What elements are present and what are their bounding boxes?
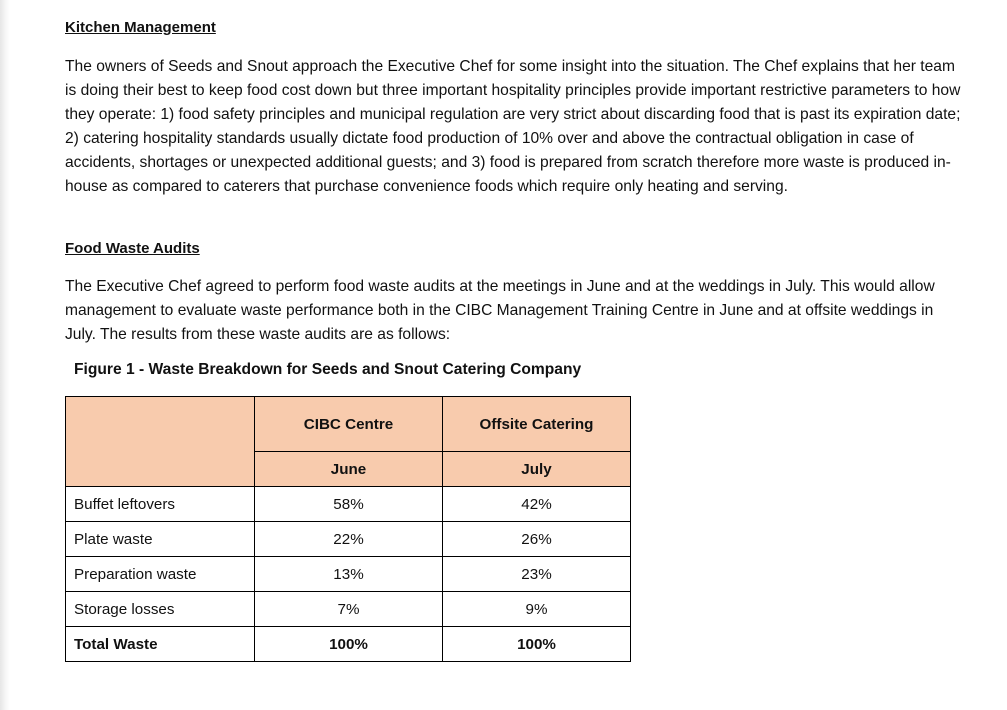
table-row: [66, 522, 631, 557]
food-waste-audits-heading: Food Waste Audits: [65, 240, 200, 257]
column-header-offsite-catering: Offsite Catering: [443, 397, 631, 452]
figure-caption: Figure 1 - Waste Breakdown for Seeds and Snout Catering Company: [74, 361, 582, 378]
page-edge-shadow: [0, 0, 10, 710]
waste-breakdown-table: [65, 396, 631, 662]
cell-value: 23%: [443, 557, 631, 592]
table-row: [66, 557, 631, 592]
kitchen-management-heading: Kitchen Management: [65, 19, 216, 36]
cell-value: 22%: [255, 522, 443, 557]
cell-value: 42%: [443, 487, 631, 522]
column-header-cibc-centre: CIBC Centre: [255, 397, 443, 452]
month-header-june: June: [255, 452, 443, 487]
cell-value: 13%: [255, 557, 443, 592]
row-label: Plate waste: [66, 522, 255, 557]
cell-value: 58%: [255, 487, 443, 522]
total-value: 100%: [255, 627, 443, 662]
cell-value: 7%: [255, 592, 443, 627]
table-row: [66, 592, 631, 627]
cell-value: 9%: [443, 592, 631, 627]
row-label: Preparation waste: [66, 557, 255, 592]
total-value: 100%: [443, 627, 631, 662]
empty-header-cell: [66, 397, 255, 487]
table-row: [66, 487, 631, 522]
food-waste-audits-paragraph: The Executive Chef agreed to perform food waste audits at the meetings in June and at the weddings in July. This would allow management to evaluate waste performance both in the CIBC Management Training Centre in June and at offsite weddings in July. The results from these waste audits are as follows:: [65, 278, 935, 343]
month-header-july: July: [443, 452, 631, 487]
total-label: Total Waste: [66, 627, 255, 662]
cell-value: 26%: [443, 522, 631, 557]
row-label: Storage losses: [66, 592, 255, 627]
table-header-row: [66, 397, 631, 452]
kitchen-management-paragraph: The owners of Seeds and Snout approach the Executive Chef for some insight into the situation. The Chef explains that her team is doing their best to keep food cost down but three important hospitality principles provide important restrictive parameters to how they operate: 1) food safety principles and municipal regulation are very strict about discarding food that is past its expiration date; 2) catering hospitality standards usually dictate food production of 10% over and above the contractual obligation in case of accidents, shortages or unexpected additional guests; and 3) food is prepared from scratch therefore more waste is produced in-house as compared to caterers that purchase convenience foods which require only heating and serving.: [65, 58, 961, 195]
table-total-row: [66, 627, 631, 662]
row-label: Buffet leftovers: [66, 487, 255, 522]
